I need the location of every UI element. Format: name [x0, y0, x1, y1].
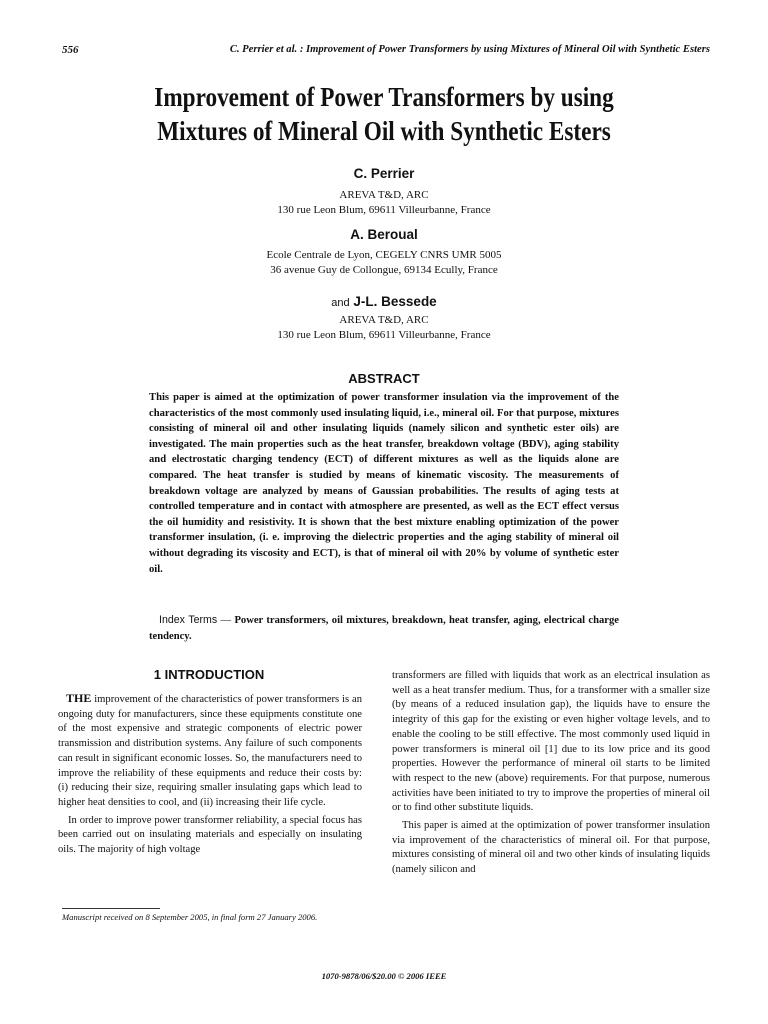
author-1-affiliation	[0, 188, 768, 218]
left-column	[58, 691, 362, 858]
intro-paragraph-2: In order to improve power transformer reliability, a special focus has been carried out on insulating materials and especially on insulating oils. The majority of high voltage	[58, 814, 362, 856]
author-3-line	[0, 294, 768, 309]
abstract-heading: ABSTRACT	[348, 371, 420, 386]
title-line-1: Improvement of Power Transformers by using	[154, 82, 614, 112]
author-1-name: C. Perrier	[353, 166, 415, 181]
paper-title	[54, 80, 714, 148]
page-number: 556	[62, 44, 79, 56]
index-terms-body: Power transformers, oil mixtures, breakdown, heat transfer, aging, electrical charge tendency.	[149, 615, 620, 642]
intro-paragraph-2-continued: transformers are filled with liquids that work as an electrical insulation as well as a heat transfer medium. Thus, for a transformer with a smaller size (by means of a reduced insulation gap), the liquids have to ensure the integrity of this gap for the existing or even higher voltage levels, and to enable the cooling to be still effective. The most commonly used liquid in power transformers is mineral oil [1] due to its low price and its good properties. However the performance of mineral oil starts to be limited with respect to the new (above) requirements. For that purpose, numerous activities have been initiated to try to improve the properties of mineral oil or to find other substitute liquids.	[392, 670, 710, 814]
index-terms-dash: —	[220, 615, 232, 626]
author-2-affiliation	[0, 248, 768, 278]
author-2-name: A. Beroual	[350, 227, 418, 242]
author-3-org: AREVA T&D, ARC	[339, 314, 429, 326]
intro-lead-word: THE	[66, 691, 92, 705]
title-line-2: Mixtures of Mineral Oil with Synthetic Esters	[157, 116, 611, 146]
running-header: C. Perrier et al. : Improvement of Power Transformers by using Mixtures of Mineral Oil with Synthetic Esters	[229, 44, 710, 55]
author-3-name: J-L. Bessede	[353, 294, 437, 309]
intro-paragraph-1-text: improvement of the characteristics of power transformers is an ongoing duty for manufacturers, since these equipments constitute one of the most expensive and strategic components of electric power transmission and distribution systems. Any failure of such components can result in significant economic losses. So, the manufacturers need to improve the reliability of these equipments and reduce their costs by: (i) reducing their size, requiring smaller insulating gaps which lead to higher heat densities to cool, and (ii) increasing their life cycle.	[58, 694, 362, 808]
intro-paragraph-3: This paper is aimed at the optimization of power transformer insulation via improvement of the characteristics of mineral oil. For that purpose, mixtures consisting of mineral oil and two other kinds of insulating liquids (namely silicon and	[392, 820, 710, 876]
author-3-affiliation	[0, 313, 768, 343]
author-conjunction: and	[331, 297, 350, 309]
right-column	[392, 669, 710, 878]
author-1-org: AREVA T&D, ARC	[339, 189, 429, 201]
footnote-divider	[62, 908, 160, 909]
index-terms	[149, 613, 619, 644]
section-heading-introduction: 1 INTRODUCTION	[153, 667, 265, 682]
abstract-body: This paper is aimed at the optimization of power transformer insulation via the improvement of the characteristics of the most commonly used insulating liquid, i.e., mineral oil. For that purpose, mixtures consisting of mineral oil and other insulating liquids (namely silicon and synthetic ester oils) are investigated. The main properties such as the heat transfer, breakdown voltage (BDV), aging stability and electrostatic charging tendency (ECT) of different mixtures as well as the liquids alone are compared. The heat transfer is studied by means of kinematic viscosity. The measurements of breakdown voltage are analyzed by means of Gaussian probabilities. The results of aging tests at controlled temperature and in contact with atmosphere are presented, as well as the ECT effect versus the oil humidity and resistivity. It is shown that the best mixture enabling optimization of the power transformer insulation, (i. e. improving the dielectric properties and the aging stability of mineral oil without degrading its viscosity and ECT), is that of mineral oil with 20% by volume of synthetic ester oil.	[149, 392, 619, 575]
author-3-address: 130 rue Leon Blum, 69611 Villeurbanne, France	[277, 329, 491, 341]
copyright-footer: 1070-9878/06/$20.00 © 2006 IEEE	[321, 971, 447, 981]
manuscript-footnote: Manuscript received on 8 September 2005, in final form 27 January 2006.	[62, 912, 318, 922]
author-1-address: 130 rue Leon Blum, 69611 Villeurbanne, France	[277, 204, 491, 216]
author-2-org: Ecole Centrale de Lyon, CEGELY CNRS UMR 5005	[266, 249, 502, 261]
index-terms-label: Index Terms	[159, 614, 218, 626]
author-2-address: 36 avenue Guy de Collongue, 69134 Ecully, France	[270, 264, 498, 276]
intro-paragraph-1	[58, 691, 362, 811]
